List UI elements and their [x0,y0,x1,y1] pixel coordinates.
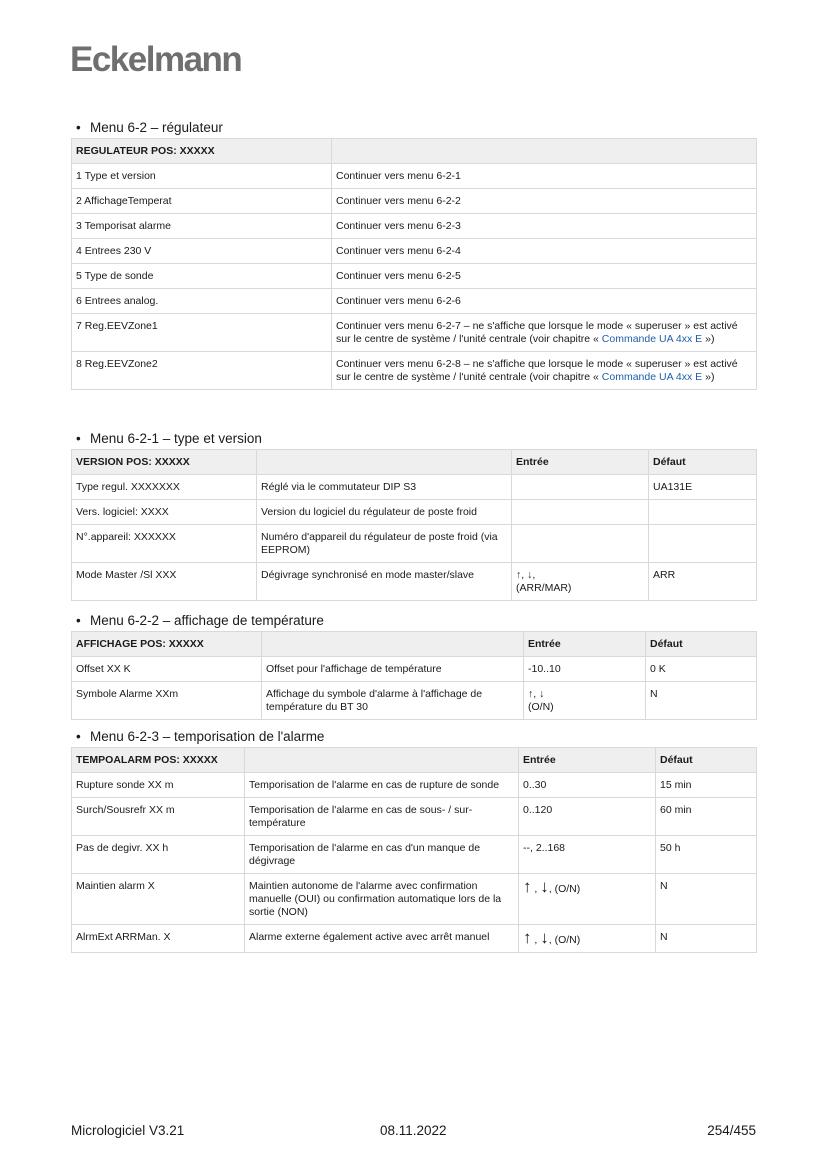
table-cell: 2 AffichageTemperat [72,189,332,214]
header-cell [245,748,519,773]
table-cell: --, 2..168 [519,836,656,874]
cell-text: Continuer vers menu 6-2-7 – ne s'affiche que lorsque le mode « superuser » est activé sur le centre de système / l'unité centrale (voir chapitre « [336,320,738,345]
table-cell: Offset pour l'affichage de température [262,657,524,682]
header-cell: Défaut [646,632,757,657]
table-cell: Maintien autonome de l'alarme avec confirmation manuelle (OUI) ou confirmation automatique lors de la sortie (NON) [245,874,519,925]
table-affichage [71,631,757,720]
header-cell: Entrée [524,632,646,657]
table-cell: Continuer vers menu 6-2-2 [332,189,757,214]
table-row [72,264,757,289]
table-cell: Continuer vers menu 6-2-4 [332,239,757,264]
table-row [72,214,757,239]
table-row [72,239,757,264]
table-cell [649,525,757,563]
table-cell: Continuer vers menu 6-2-1 [332,164,757,189]
section-heading-menu-6-2-2: • Menu 6-2-2 – affichage de température [76,613,324,628]
table-cell: Type regul. XXXXXXX [72,475,257,500]
entry-options: (ARR/MAR) [516,582,572,594]
eckelmann-logo: Eckelmann [70,40,242,79]
table-cell: N [656,925,757,953]
header-cell: Entrée [519,748,656,773]
table-cell: Symbole Alarme XXm [72,682,262,720]
table-cell: Maintien alarm X [72,874,245,925]
table-cell: 4 Entrees 230 V [72,239,332,264]
header-cell [332,139,757,164]
table-row [72,925,757,953]
table-cell: 7 Reg.EEVZone1 [72,314,332,352]
header-cell: Défaut [649,450,757,475]
table-cell: Vers. logiciel: XXXX [72,500,257,525]
table-cell: Réglé via le commutateur DIP S3 [257,475,512,500]
table-cell: UA131E [649,475,757,500]
table-header-row [72,748,757,773]
table-cell: ARR [649,563,757,601]
table-row [72,164,757,189]
table-cell: Offset XX K [72,657,262,682]
table-version [71,449,757,601]
table-cell [332,352,757,390]
header-cell [257,450,512,475]
table-cell [512,525,649,563]
table-row [72,525,757,563]
table-cell: Continuer vers menu 6-2-5 [332,264,757,289]
table-cell: 8 Reg.EEVZone2 [72,352,332,390]
table-cell: Mode Master /Sl XXX [72,563,257,601]
table-header-row [72,632,757,657]
table-cell [649,500,757,525]
section-heading-menu-6-2-3: • Menu 6-2-3 – temporisation de l'alarme [76,729,325,744]
arrow-down-icon: ↓ [540,877,549,896]
table-row [72,500,757,525]
entry-options: , (O/N) [548,883,581,895]
table-cell: 0..30 [519,773,656,798]
table-row [72,352,757,390]
table-cell: 5 Type de sonde [72,264,332,289]
header-cell [262,632,524,657]
table-cell: 3 Temporisat alarme [72,214,332,239]
arrow-keys: ↑, ↓ [528,688,545,700]
table-cell: Rupture sonde XX m [72,773,245,798]
table-cell: Affichage du symbole d'alarme à l'affichage de température du BT 30 [262,682,524,720]
header-cell: REGULATEUR POS: XXXXX [72,139,332,164]
entry-options: (O/N) [528,701,554,713]
footer-date: 08.11.2022 [380,1123,447,1138]
table-row [72,836,757,874]
table-cell [512,563,649,601]
table-header-row [72,450,757,475]
table-cell: 15 min [656,773,757,798]
table-cell [332,314,757,352]
table-cell [524,682,646,720]
table-cell: 1 Type et version [72,164,332,189]
table-cell: 60 min [656,798,757,836]
arrow-keys: ↑, ↓, [516,569,536,581]
table-cell: ↑ , ↓, (O/N) [519,925,656,953]
table-cell: Pas de degivr. XX h [72,836,245,874]
table-cell: 50 h [656,836,757,874]
table-cell: Alarme externe également active avec arrêt manuel [245,925,519,953]
cell-text: ») [702,333,715,345]
table-cell: Temporisation de l'alarme en cas de rupture de sonde [245,773,519,798]
table-row [72,563,757,601]
section-heading-menu-6-2: • Menu 6-2 – régulateur [76,120,223,135]
table-cell: -10..10 [524,657,646,682]
header-cell: AFFICHAGE POS: XXXXX [72,632,262,657]
section-heading-menu-6-2-1: • Menu 6-2-1 – type et version [76,431,262,446]
table-cell: Version du logiciel du régulateur de poste froid [257,500,512,525]
table-cell: Surch/Sousrefr XX m [72,798,245,836]
table-row [72,682,757,720]
table-row [72,189,757,214]
footer-page-number: 254/455 [707,1123,756,1138]
table-cell: 0..120 [519,798,656,836]
table-cell: Dégivrage synchronisé en mode master/slave [257,563,512,601]
cell-text: Continuer vers menu 6-2-8 – ne s'affiche que lorsque le mode « superuser » est activé sur le centre de système / l'unité centrale (voir chapitre « [336,358,738,383]
table-cell: AlrmExt ARRMan. X [72,925,245,953]
table-cell [512,475,649,500]
table-row [72,314,757,352]
arrow-up-icon: ↑ [523,928,532,947]
table-row [72,475,757,500]
table-cell: Temporisation de l'alarme en cas d'un manque de dégivrage [245,836,519,874]
table-row [72,874,757,925]
table-row [72,773,757,798]
table-cell: N [656,874,757,925]
header-cell: TEMPOALARM POS: XXXXX [72,748,245,773]
table-tempoalarm [71,747,757,953]
table-cell: 0 K [646,657,757,682]
chapter-link[interactable]: Commande UA 4xx E [601,333,703,345]
table-regulateur [71,138,757,390]
table-cell: Numéro d'appareil du régulateur de poste froid (via EEPROM) [257,525,512,563]
entry-options: , (O/N) [548,934,581,946]
cell-text: ») [702,371,715,383]
table-row [72,798,757,836]
table-cell: Temporisation de l'alarme en cas de sous- / sur-température [245,798,519,836]
arrow-down-icon: ↓ [540,928,549,947]
header-cell: VERSION POS: XXXXX [72,450,257,475]
table-row [72,657,757,682]
header-cell: Défaut [656,748,757,773]
table-cell: ↑ , ↓, (O/N) [519,874,656,925]
table-cell: N [646,682,757,720]
table-cell: Continuer vers menu 6-2-6 [332,289,757,314]
footer-firmware-version: Micrologiciel V3.21 [71,1123,185,1138]
table-cell: 6 Entrees analog. [72,289,332,314]
table-header-row [72,139,757,164]
table-row [72,289,757,314]
arrow-up-icon: ↑ [523,877,532,896]
table-cell: N°.appareil: XXXXXX [72,525,257,563]
header-cell: Entrée [512,450,649,475]
table-cell: Continuer vers menu 6-2-3 [332,214,757,239]
chapter-link[interactable]: Commande UA 4xx E [601,371,703,383]
table-cell [512,500,649,525]
